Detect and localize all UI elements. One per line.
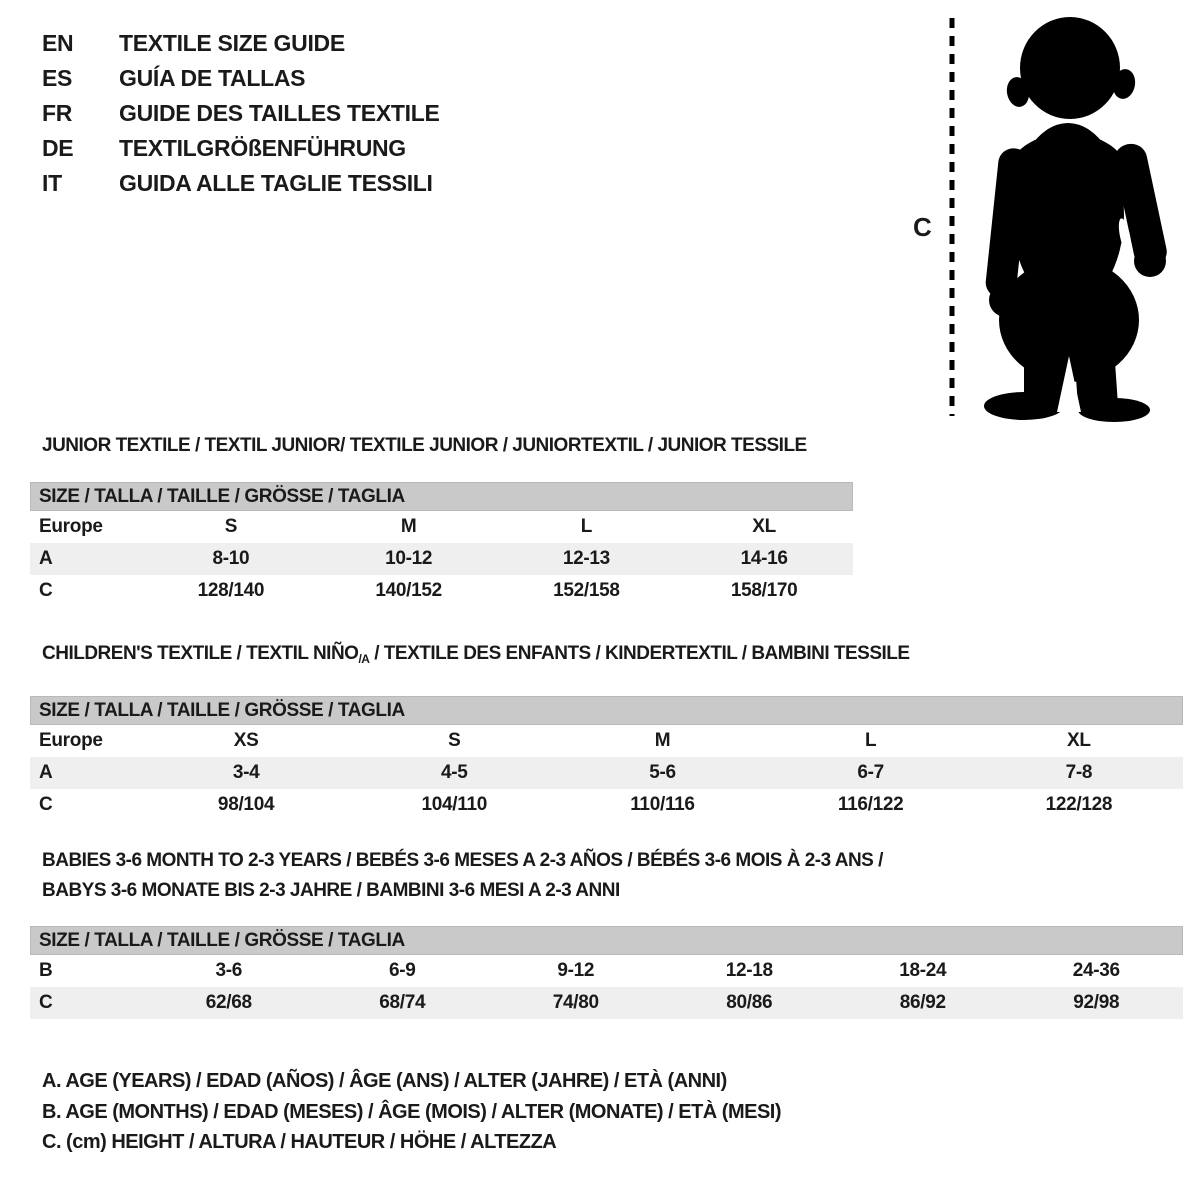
size-cell: 152/158 [553, 580, 620, 601]
lang-row-it [42, 166, 440, 201]
lang-row-fr [42, 96, 440, 131]
size-cell: 68/74 [379, 992, 426, 1013]
size-cell: 128/140 [197, 580, 265, 601]
size-header-bar: SIZE / TALLA / TAILLE / GRÖSSE / TAGLIA [30, 696, 1183, 725]
size-cell: S [224, 516, 238, 537]
heading-line-1: BABIES 3-6 MONTH TO 2-3 YEARS / BEBÉS 3-6 MESES A 2-3 AÑOS / BÉBÉS 3-6 MOIS À 2-3 ANS / [42, 850, 883, 871]
size-cell: 3-4 [232, 762, 260, 783]
lang-title: GUIDA ALLE TAGLIE TESSILI [119, 170, 433, 196]
size-cell: 5-6 [649, 762, 676, 783]
section-heading [42, 846, 1183, 906]
legend-line-a: A. AGE (YEARS) / EDAD (AÑOS) / ÂGE (ANS) / ALTER (JAHRE) / ETÀ (ANNI) [42, 1070, 727, 1092]
size-cell: 158/170 [730, 580, 798, 601]
toddler-silhouette [984, 17, 1170, 422]
row-label: C [39, 580, 53, 601]
junior-size-table [30, 482, 853, 607]
lang-code: DE [42, 135, 74, 161]
size-cell: 92/98 [1073, 992, 1120, 1013]
size-cell: 110/116 [630, 794, 695, 815]
table-row [30, 789, 1183, 821]
lang-code: EN [42, 30, 74, 56]
row-label: Europe [39, 730, 103, 751]
heading-line-2: BABYS 3-6 MONATE BIS 2-3 JAHRE / BAMBINI 3-6 MESI A 2-3 ANNI [42, 880, 620, 901]
lang-code: FR [42, 100, 73, 126]
size-cell: M [654, 730, 671, 751]
height-measure-label: C [913, 212, 932, 242]
size-cell: 3-6 [215, 960, 243, 981]
lang-code: ES [42, 65, 73, 91]
size-cell: 116/122 [837, 794, 904, 815]
section-heading: JUNIOR TEXTILE / TEXTIL JUNIOR/ TEXTILE JUNIOR / JUNIORTEXTIL / JUNIOR TESSILE [42, 435, 807, 456]
size-cell: 80/86 [726, 992, 773, 1013]
size-cell: 8-10 [212, 548, 250, 569]
row-label: A [39, 548, 53, 569]
lang-title: GUÍA DE TALLAS [119, 65, 306, 91]
heading-text: CHILDREN'S TEXTILE / TEXTIL NIÑO [42, 643, 359, 664]
size-cell: L [580, 516, 593, 537]
lang-row-de [42, 131, 440, 166]
table-row [30, 543, 853, 575]
lang-title: TEXTILE SIZE GUIDE [119, 30, 345, 56]
row-label: C [39, 794, 53, 815]
table-row [30, 725, 1183, 757]
size-cell: 12-18 [725, 960, 773, 981]
size-cell: 74/80 [552, 992, 599, 1013]
table-row [30, 955, 1183, 987]
size-cell: 18-24 [899, 960, 947, 981]
table-row [30, 987, 1183, 1019]
row-label: A [39, 762, 53, 783]
size-cell: 10-12 [385, 548, 433, 569]
children-size-table [30, 696, 1183, 821]
row-label: B [39, 960, 53, 981]
size-cell: S [448, 730, 461, 751]
size-cell: 4-5 [441, 762, 468, 783]
lang-row-es [42, 61, 440, 96]
size-cell: 24-36 [1072, 960, 1120, 981]
legend [42, 1066, 781, 1158]
table-row [30, 511, 853, 543]
size-cell: 86/92 [899, 992, 946, 1013]
babies-size-table [30, 926, 1183, 1019]
size-cell: XL [752, 516, 776, 537]
language-title-list [42, 26, 440, 201]
legend-line-c: C. (cm) HEIGHT / ALTURA / HAUTEUR / HÖHE / ALTEZZA [42, 1131, 557, 1153]
size-cell: 98/104 [217, 794, 275, 815]
size-cell: 122/128 [1045, 794, 1113, 815]
size-header-bar: SIZE / TALLA / TAILLE / GRÖSSE / TAGLIA [30, 926, 1183, 955]
lang-row-en [42, 26, 440, 61]
heading-text: / TEXTILE DES ENFANTS / KINDERTEXTIL / BAMBINI TESSILE [369, 643, 910, 664]
table-row [30, 757, 1183, 789]
size-cell: 104/110 [421, 794, 488, 815]
row-label: C [39, 992, 53, 1013]
lang-code: IT [42, 170, 62, 196]
lang-title: TEXTILGRÖßENFÜHRUNG [119, 135, 406, 161]
section-babies-textile [30, 846, 1183, 1019]
size-cell: 9-12 [557, 960, 595, 981]
size-cell: 12-13 [562, 548, 610, 569]
size-cell: L [865, 730, 877, 751]
size-cell: 6-9 [388, 960, 416, 981]
section-heading [42, 642, 1183, 671]
size-cell: XL [1067, 730, 1091, 751]
size-header-bar: SIZE / TALLA / TAILLE / GRÖSSE / TAGLIA [30, 482, 853, 511]
legend-line-b: B. AGE (MONTHS) / EDAD (MESES) / ÂGE (MOIS) / ALTER (MONATE) / ETÀ (MESI) [42, 1100, 782, 1123]
size-cell: 62/68 [205, 992, 252, 1013]
size-cell: XS [233, 730, 259, 751]
toddler-silhouette-icon [938, 10, 1183, 422]
size-cell: M [400, 516, 417, 537]
size-cell: 6-7 [857, 762, 884, 783]
size-cell: 140/152 [375, 580, 442, 601]
heading-subscript: /A [358, 652, 370, 666]
row-label: Europe [39, 516, 103, 537]
lang-title: GUIDE DES TAILLES TEXTILE [119, 100, 440, 126]
section-childrens-textile [30, 642, 1183, 821]
size-cell: 14-16 [740, 548, 788, 569]
table-row [30, 575, 853, 607]
section-junior-textile [30, 434, 853, 607]
size-cell: 7-8 [1065, 762, 1093, 783]
